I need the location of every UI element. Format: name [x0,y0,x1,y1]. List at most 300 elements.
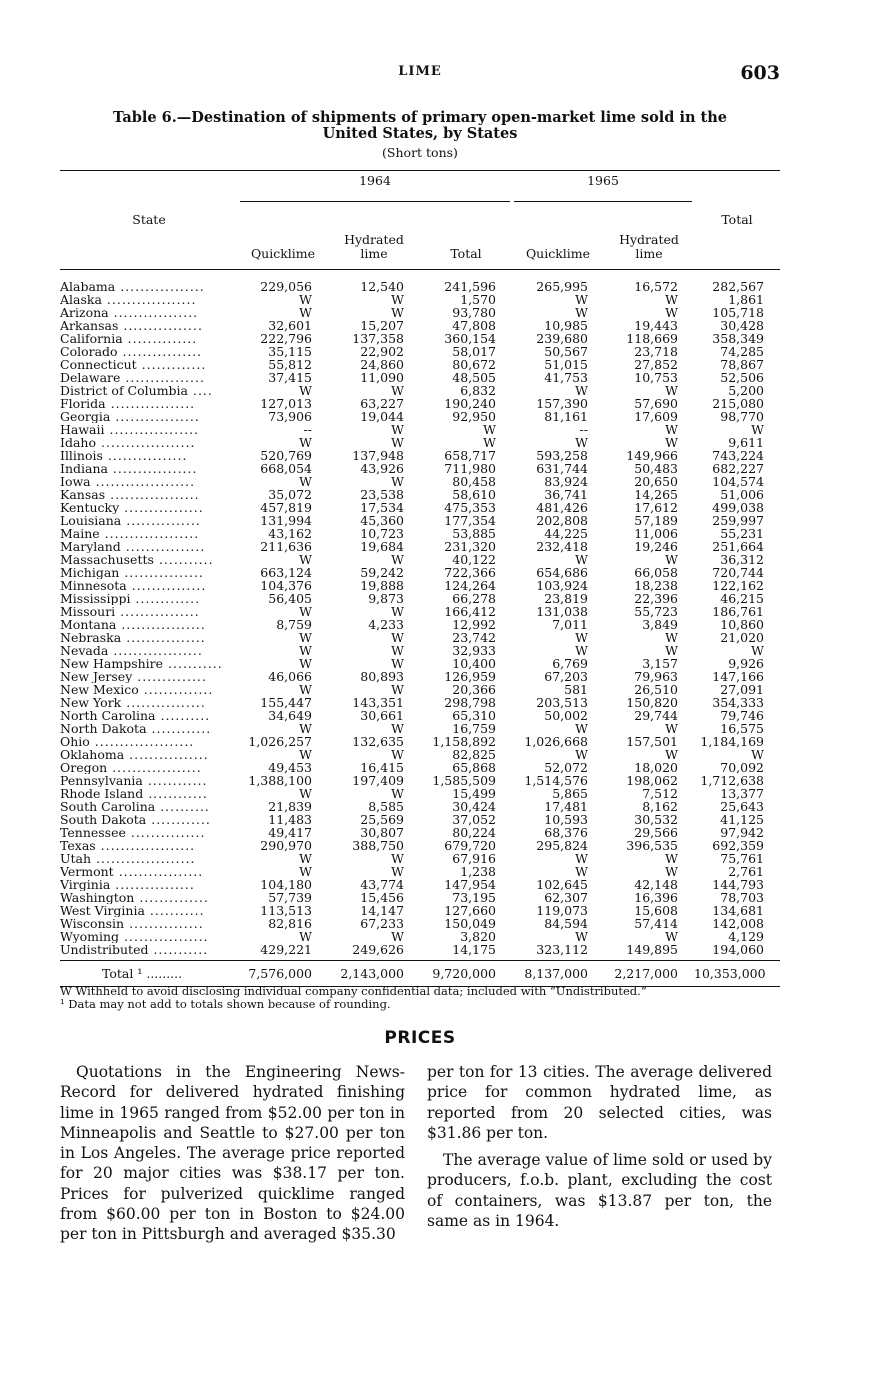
total-quicklime-1965: 8,137,000 [512,961,604,987]
cell-total-1965: 78,703 [720,890,764,905]
cell-total-1965: 36,312 [720,552,764,567]
leader-dots: ................... [99,527,200,540]
cell-total-1965: 194,060 [712,942,764,957]
cell-quicklime-1965: 232,418 [536,539,588,554]
cell-quicklime-1964: 49,453 [268,760,312,775]
leader-dots: ................ [119,566,204,579]
cell-hydrated-1965: 8,162 [642,799,678,814]
col-header-quicklime-1964: Quicklime [238,205,328,270]
cell-total-1965: W [751,422,764,437]
cell-total-1965: 215,080 [712,396,764,411]
leader-dots: ................... [95,839,196,852]
cell-hydrated-1964: W [391,643,404,658]
cell-hydrated-1965: 29,566 [634,825,678,840]
cell-hydrated-1964: 132,635 [352,734,404,749]
cell-quicklime-1964: W [299,656,312,671]
cell-hydrated-1964: 10,723 [360,526,404,541]
cell-hydrated-1965: 79,963 [634,669,678,684]
state-name: Maine [60,527,100,540]
cell-quicklime-1965: 52,072 [544,760,588,775]
state-name: Wisconsin [60,917,125,930]
cell-total-1964: 1,158,892 [432,734,496,749]
cell-hydrated-1964: 143,351 [352,695,404,710]
cell-hydrated-1965: 66,058 [634,565,678,580]
cell-hydrated-1965: 11,006 [634,526,678,541]
cell-hydrated-1964: W [391,604,404,619]
cell-hydrated-1965: 7,512 [642,786,678,801]
cell-total-1964: 93,780 [452,305,496,320]
leader-dots: ................ [117,345,203,358]
cell-hydrated-1964: 59,242 [360,565,404,580]
cell-hydrated-1964: W [391,656,404,671]
cell-quicklime-1965: 44,225 [544,526,588,541]
cell-quicklime-1965: 202,808 [536,513,588,528]
cell-total-1964: 80,458 [452,474,496,489]
cell-hydrated-1964: 80,893 [360,669,404,684]
cell-quicklime-1965: 119,073 [536,903,588,918]
state-name: Iowa [60,475,91,488]
cell-total-1965: 122,162 [712,578,764,593]
cell-quicklime-1965: 10,985 [544,318,588,333]
cell-quicklime-1965: 10,593 [544,812,588,827]
cell-total-1964: 37,052 [452,812,496,827]
state-name: Arkansas [60,319,119,332]
cell-hydrated-1964: 8,585 [368,799,404,814]
cell-quicklime-1964: W [299,604,312,619]
cell-total-1964: 16,759 [452,721,496,736]
cell-total-1964: 177,354 [444,513,496,528]
cell-total-1964: 1,238 [460,864,496,879]
cell-hydrated-1965: 149,966 [626,448,678,463]
state-name: Florida [60,397,106,410]
cell-quicklime-1964: 104,180 [260,877,312,892]
cell-total-1964: 475,353 [444,500,496,515]
col-header-total-1964: Total [420,205,512,270]
cell-total-1965: 30,428 [720,318,764,333]
cell-total-1965: 41,125 [720,812,764,827]
cell-quicklime-1965: 7,011 [552,617,588,632]
cell-hydrated-1964: 23,538 [360,487,404,502]
cell-quicklime-1965: 1,026,668 [524,734,588,749]
cell-hydrated-1965: 17,609 [634,409,678,424]
cell-hydrated-1965: W [665,929,678,944]
cell-quicklime-1964: W [299,435,312,450]
cell-quicklime-1964: -- [303,422,312,437]
cell-quicklime-1965: 50,002 [544,708,588,723]
cell-quicklime-1965: W [575,747,588,762]
cell-quicklime-1964: W [299,929,312,944]
state-name: Virginia [60,878,111,891]
cell-hydrated-1965: W [665,643,678,658]
state-name: South Dakota [60,813,147,826]
cell-hydrated-1965: 57,414 [634,916,678,931]
col-header-total-1965: Total [694,205,780,270]
cell-total-1965: 97,942 [720,825,764,840]
state-name: Texas [60,839,96,852]
cell-total-1964: 126,959 [444,669,496,684]
cell-quicklime-1964: W [299,851,312,866]
cell-quicklime-1965: W [575,383,588,398]
col-header-quicklime-1965: Quicklime [512,205,604,270]
cell-total-1964: 20,366 [452,682,496,697]
page-number: 603 [740,62,780,84]
cell-hydrated-1965: W [665,435,678,450]
cell-total-1965: 2,761 [728,864,764,879]
total-hydrated-1965: 2,217,000 [604,961,694,987]
cell-total-1964: 53,885 [452,526,496,541]
cell-hydrated-1965: 26,510 [634,682,678,697]
state-name: Massachusetts [60,553,154,566]
state-name: Ohio [60,735,90,748]
cell-hydrated-1965: W [665,864,678,879]
state-name: Vermont [60,865,114,878]
cell-total-1964: 48,505 [452,370,496,385]
cell-hydrated-1964: W [391,630,404,645]
state-name: Delaware [60,371,121,384]
cell-hydrated-1965: 22,396 [634,591,678,606]
cell-quicklime-1964: 46,066 [268,669,312,684]
state-name: West Virginia [60,904,145,917]
cell-total-1965: 5,200 [728,383,764,398]
cell-total-1965: 720,744 [712,565,764,580]
cell-hydrated-1965: W [665,747,678,762]
cell-hydrated-1964: W [391,435,404,450]
cell-quicklime-1964: 82,816 [268,916,312,931]
cell-quicklime-1964: 457,819 [260,500,312,515]
paragraph-continuation: per ton for 13 cities. The average delivered price for common hydrated lime, as reported from 20 selected cities, was $31.86 per ton. [427,1063,772,1142]
state-name: New Hampshire [60,657,164,670]
cell-hydrated-1964: W [391,682,404,697]
cell-hydrated-1964: 4,233 [368,617,404,632]
cell-quicklime-1965: 36,741 [544,487,588,502]
cell-quicklime-1964: 73,906 [268,409,312,424]
cell-hydrated-1964: 197,409 [352,773,404,788]
cell-quicklime-1964: 127,013 [260,396,312,411]
cell-hydrated-1965: 19,443 [634,318,678,333]
cell-hydrated-1964: 30,661 [360,708,404,723]
year-1965-header: 1965 [512,171,694,206]
cell-total-1964: 658,717 [444,448,496,463]
state-name: Indiana [60,462,108,475]
cell-quicklime-1965: -- [579,422,588,437]
cell-total-1964: 231,320 [444,539,496,554]
cell-hydrated-1965: 150,820 [626,695,678,710]
cell-quicklime-1964: 211,636 [260,539,312,554]
leader-dots: ............... [121,514,201,527]
leader-dots: ............... [124,917,204,930]
state-name: Illinois [60,449,103,462]
state-name: Pennsylvania [60,774,143,787]
cell-total-1965: 692,359 [712,838,764,853]
leader-dots: ................. [116,618,206,631]
cell-quicklime-1965: W [575,305,588,320]
cell-hydrated-1965: 23,718 [634,344,678,359]
cell-hydrated-1964: 249,626 [352,942,404,957]
cell-total-1964: 711,980 [444,461,496,476]
leader-dots: ............ [146,813,211,826]
cell-quicklime-1965: 323,112 [536,942,588,957]
state-name: Montana [60,618,117,631]
total-hydrated-1964: 2,143,000 [328,961,420,987]
cell-quicklime-1965: 23,819 [544,591,588,606]
state-name: California [60,332,123,345]
cell-hydrated-1965: 16,572 [634,279,678,294]
cell-total-1965: 16,575 [720,721,764,736]
cell-hydrated-1964: 22,902 [360,344,404,359]
leader-dots: .............. [138,683,214,696]
cell-total-1964: 6,832 [460,383,496,398]
cell-total-1964: 58,017 [452,344,496,359]
cell-total-1964: 127,660 [444,903,496,918]
state-name: Wyoming [60,930,120,943]
cell-hydrated-1964: 14,147 [360,903,404,918]
cell-total-1964: 65,310 [452,708,496,723]
cell-total-1965: 144,793 [712,877,764,892]
leader-dots: .... [188,384,213,397]
cell-quicklime-1965: W [575,292,588,307]
cell-quicklime-1964: 34,649 [268,708,312,723]
cell-hydrated-1964: W [391,721,404,736]
cell-hydrated-1964: 9,873 [368,591,404,606]
leader-dots: ................ [102,449,188,462]
cell-quicklime-1965: 593,258 [536,448,588,463]
cell-quicklime-1964: 155,447 [260,695,312,710]
cell-quicklime-1964: W [299,786,312,801]
cell-hydrated-1964: 137,358 [352,331,404,346]
cell-total-1964: 58,610 [452,487,496,502]
cell-quicklime-1964: 8,759 [276,617,312,632]
cell-hydrated-1964: W [391,292,404,307]
cell-total-1964: 1,585,509 [432,773,496,788]
cell-hydrated-1965: W [665,851,678,866]
leader-dots: ................. [108,306,199,319]
state-name: Idaho [60,436,96,449]
state-name: Missouri [60,605,116,618]
state-name: New York [60,696,122,709]
state-name: North Carolina [60,709,156,722]
cell-hydrated-1964: 15,456 [360,890,404,905]
cell-hydrated-1965: W [665,552,678,567]
cell-total-1965: 134,681 [712,903,764,918]
cell-quicklime-1964: 55,812 [268,357,312,372]
cell-hydrated-1965: 118,669 [626,331,678,346]
cell-total-1965: 105,718 [712,305,764,320]
cell-quicklime-1965: W [575,435,588,450]
leader-dots: ................. [115,280,205,293]
state-name: Kentucky [60,501,120,514]
cell-total-1965: 78,867 [720,357,764,372]
cell-total-1965: 10,860 [720,617,764,632]
cell-total-1964: 3,820 [460,929,496,944]
header-columns-row [60,205,780,270]
state-name: New Mexico [60,683,139,696]
cell-total-1965: 75,761 [720,851,764,866]
cell-total-1965: 52,506 [720,370,764,385]
leader-dots: ................ [124,748,209,761]
leader-dots: ............... [126,579,207,592]
cell-quicklime-1965: 84,594 [544,916,588,931]
cell-total-1964: W [483,422,496,437]
table-footnotes [60,985,800,1010]
cell-quicklime-1965: 157,390 [536,396,588,411]
cell-hydrated-1964: 17,534 [360,500,404,515]
cell-quicklime-1964: 104,376 [260,578,312,593]
leader-dots: ................. [107,462,198,475]
leader-dots: .............. [134,891,209,904]
cell-total-1965: 282,567 [712,279,764,294]
leader-dots: ................ [118,319,203,332]
cell-quicklime-1965: 581 [564,682,588,697]
cell-hydrated-1965: 14,265 [634,487,678,502]
cell-quicklime-1964: W [299,383,312,398]
cell-total-1965: 55,231 [720,526,764,541]
cell-total-1965: W [751,643,764,658]
leader-dots: ................. [110,410,200,423]
col-header-hydrated-1965: Hydrated lime [604,205,694,270]
cell-quicklime-1965: W [575,630,588,645]
leader-dots: ............... [125,826,206,839]
cell-total-1964: 47,808 [452,318,496,333]
state-name: Oregon [60,761,108,774]
cell-hydrated-1964: 43,774 [360,877,404,892]
state-name: Nebraska [60,631,122,644]
cell-hydrated-1964: 12,540 [360,279,404,294]
cell-hydrated-1964: 25,569 [360,812,404,827]
cell-quicklime-1964: W [299,864,312,879]
cell-quicklime-1965: 81,161 [544,409,588,424]
cell-total-1964: 80,224 [452,825,496,840]
running-title: LIME [398,64,442,79]
cell-total-1964: W [483,435,496,450]
leader-dots: .................. [101,293,197,306]
cell-total-1965: 358,349 [712,331,764,346]
cell-quicklime-1965: 62,307 [544,890,588,905]
table-total-row: Total ¹ ......... 7,576,000 2,143,000 9,720,000 8,137,000 2,217,000 10,353,000 [60,961,780,987]
cell-total-1965: W [751,747,764,762]
cell-total-1964: 241,596 [444,279,496,294]
cell-quicklime-1964: 37,415 [268,370,312,385]
cell-total-1965: 259,997 [712,513,764,528]
state-name: Arizona [60,306,109,319]
cell-hydrated-1965: 50,483 [634,461,678,476]
cell-quicklime-1964: 429,221 [260,942,312,957]
cell-quicklime-1964: 43,162 [268,526,312,541]
leader-dots: ................... [95,436,196,449]
state-name: Washington [60,891,135,904]
cell-hydrated-1964: W [391,422,404,437]
table-title-line-2: United States, by States [322,125,518,142]
leader-dots: ........... [153,553,214,566]
cell-hydrated-1965: W [665,383,678,398]
footnote-1: ¹ Data may not add to totals shown because of rounding. [60,996,391,1011]
state-name: Colorado [60,345,118,358]
cell-total-1965: 74,285 [720,344,764,359]
leader-dots: ................. [105,397,196,410]
cell-total-1964: 679,720 [444,838,496,853]
cell-total-1965: 147,166 [712,669,764,684]
total-total-1965: 10,353,000 [694,961,780,987]
cell-hydrated-1965: 29,744 [634,708,678,723]
cell-hydrated-1965: 55,723 [634,604,678,619]
section-heading-prices: PRICES [384,1028,456,1048]
cell-hydrated-1964: 19,044 [360,409,404,424]
cell-hydrated-1965: 20,650 [634,474,678,489]
leader-dots: ................ [119,501,204,514]
cell-total-1965: 743,224 [712,448,764,463]
cell-total-1965: 9,926 [728,656,764,671]
cell-hydrated-1965: 3,157 [642,656,678,671]
year-1964-header: 1964 [238,171,512,206]
table-title-line-1: Table 6.—Destination of shipments of primary open-market lime sold in the [112,109,728,126]
leader-dots: .................. [105,488,200,501]
state-name: Nevada [60,644,109,657]
paragraph-quotations: Quotations in the Engineering News-Record for delivered hydrated finishing lime in 1965 ranged from $52.00 per ton in Minneapolis and Seattle to $27.00 per ton in Los Angeles. The average price reported for 20 major cities was $38.17 per ton. Prices for pulverized quicklime ranged from $60.00 per ton in Boston to $24.00 per ton in Pittsburgh and averaged $35.30 [60,1063,405,1244]
cell-quicklime-1965: 68,376 [544,825,588,840]
leader-dots: ........... [163,657,223,670]
cell-total-1965: 1,712,638 [700,773,764,788]
total-label: Total ¹ [102,966,143,981]
cell-quicklime-1965: W [575,864,588,879]
cell-total-1964: 147,954 [444,877,496,892]
cell-hydrated-1964: W [391,383,404,398]
leader-dots: ................ [115,605,200,618]
state-name: Minnesota [60,579,127,592]
cell-hydrated-1965: 16,396 [634,890,678,905]
cell-quicklime-1965: 631,744 [536,461,588,476]
state-name: Utah [60,852,92,865]
leader-dots: ................. [113,865,204,878]
cell-hydrated-1964: 43,926 [360,461,404,476]
cell-total-1964: 166,412 [444,604,496,619]
total-total-1964: 9,720,000 [420,961,512,987]
table-body [60,270,780,961]
cell-quicklime-1965: 51,015 [544,357,588,372]
leader-dots: ............ [146,722,212,735]
cell-total-1965: 70,092 [720,760,764,775]
cell-total-1965: 1,184,169 [700,734,764,749]
leader-dots: ................ [121,631,206,644]
cell-hydrated-1965: W [665,630,678,645]
leader-dots: .......... [155,709,211,722]
cell-total-1964: 360,154 [444,331,496,346]
text-column-right [427,1062,772,1238]
state-name: New Jersey [60,670,133,683]
cell-hydrated-1965: 3,849 [642,617,678,632]
cell-quicklime-1965: 1,514,576 [524,773,588,788]
cell-hydrated-1965: W [665,422,678,437]
state-name: Mississippi [60,592,131,605]
state-name: Connecticut [60,358,137,371]
cell-quicklime-1964: W [299,682,312,697]
leader-dots: .............. [122,332,198,345]
cell-quicklime-1964: 113,513 [260,903,312,918]
cell-quicklime-1964: W [299,292,312,307]
state-name: South Carolina [60,800,156,813]
cell-quicklime-1964: W [299,630,312,645]
cell-quicklime-1964: 222,796 [260,331,312,346]
leader-dots: ................ [121,696,206,709]
cell-quicklime-1964: 32,601 [268,318,312,333]
cell-total-1964: 30,424 [452,799,496,814]
state-name: Louisiana [60,514,122,527]
state-name: Tennessee [60,826,126,839]
cell-hydrated-1965: 10,753 [634,370,678,385]
state-name: Georgia [60,410,111,423]
cell-quicklime-1964: 21,839 [268,799,312,814]
cell-quicklime-1965: 50,567 [544,344,588,359]
cell-total-1965: 25,643 [720,799,764,814]
paragraph-average-value: The average value of lime sold or used by producers, f.o.b. plant, excluding the cost of containers, was $13.87 per ton, the same as in 1964. [427,1151,772,1231]
